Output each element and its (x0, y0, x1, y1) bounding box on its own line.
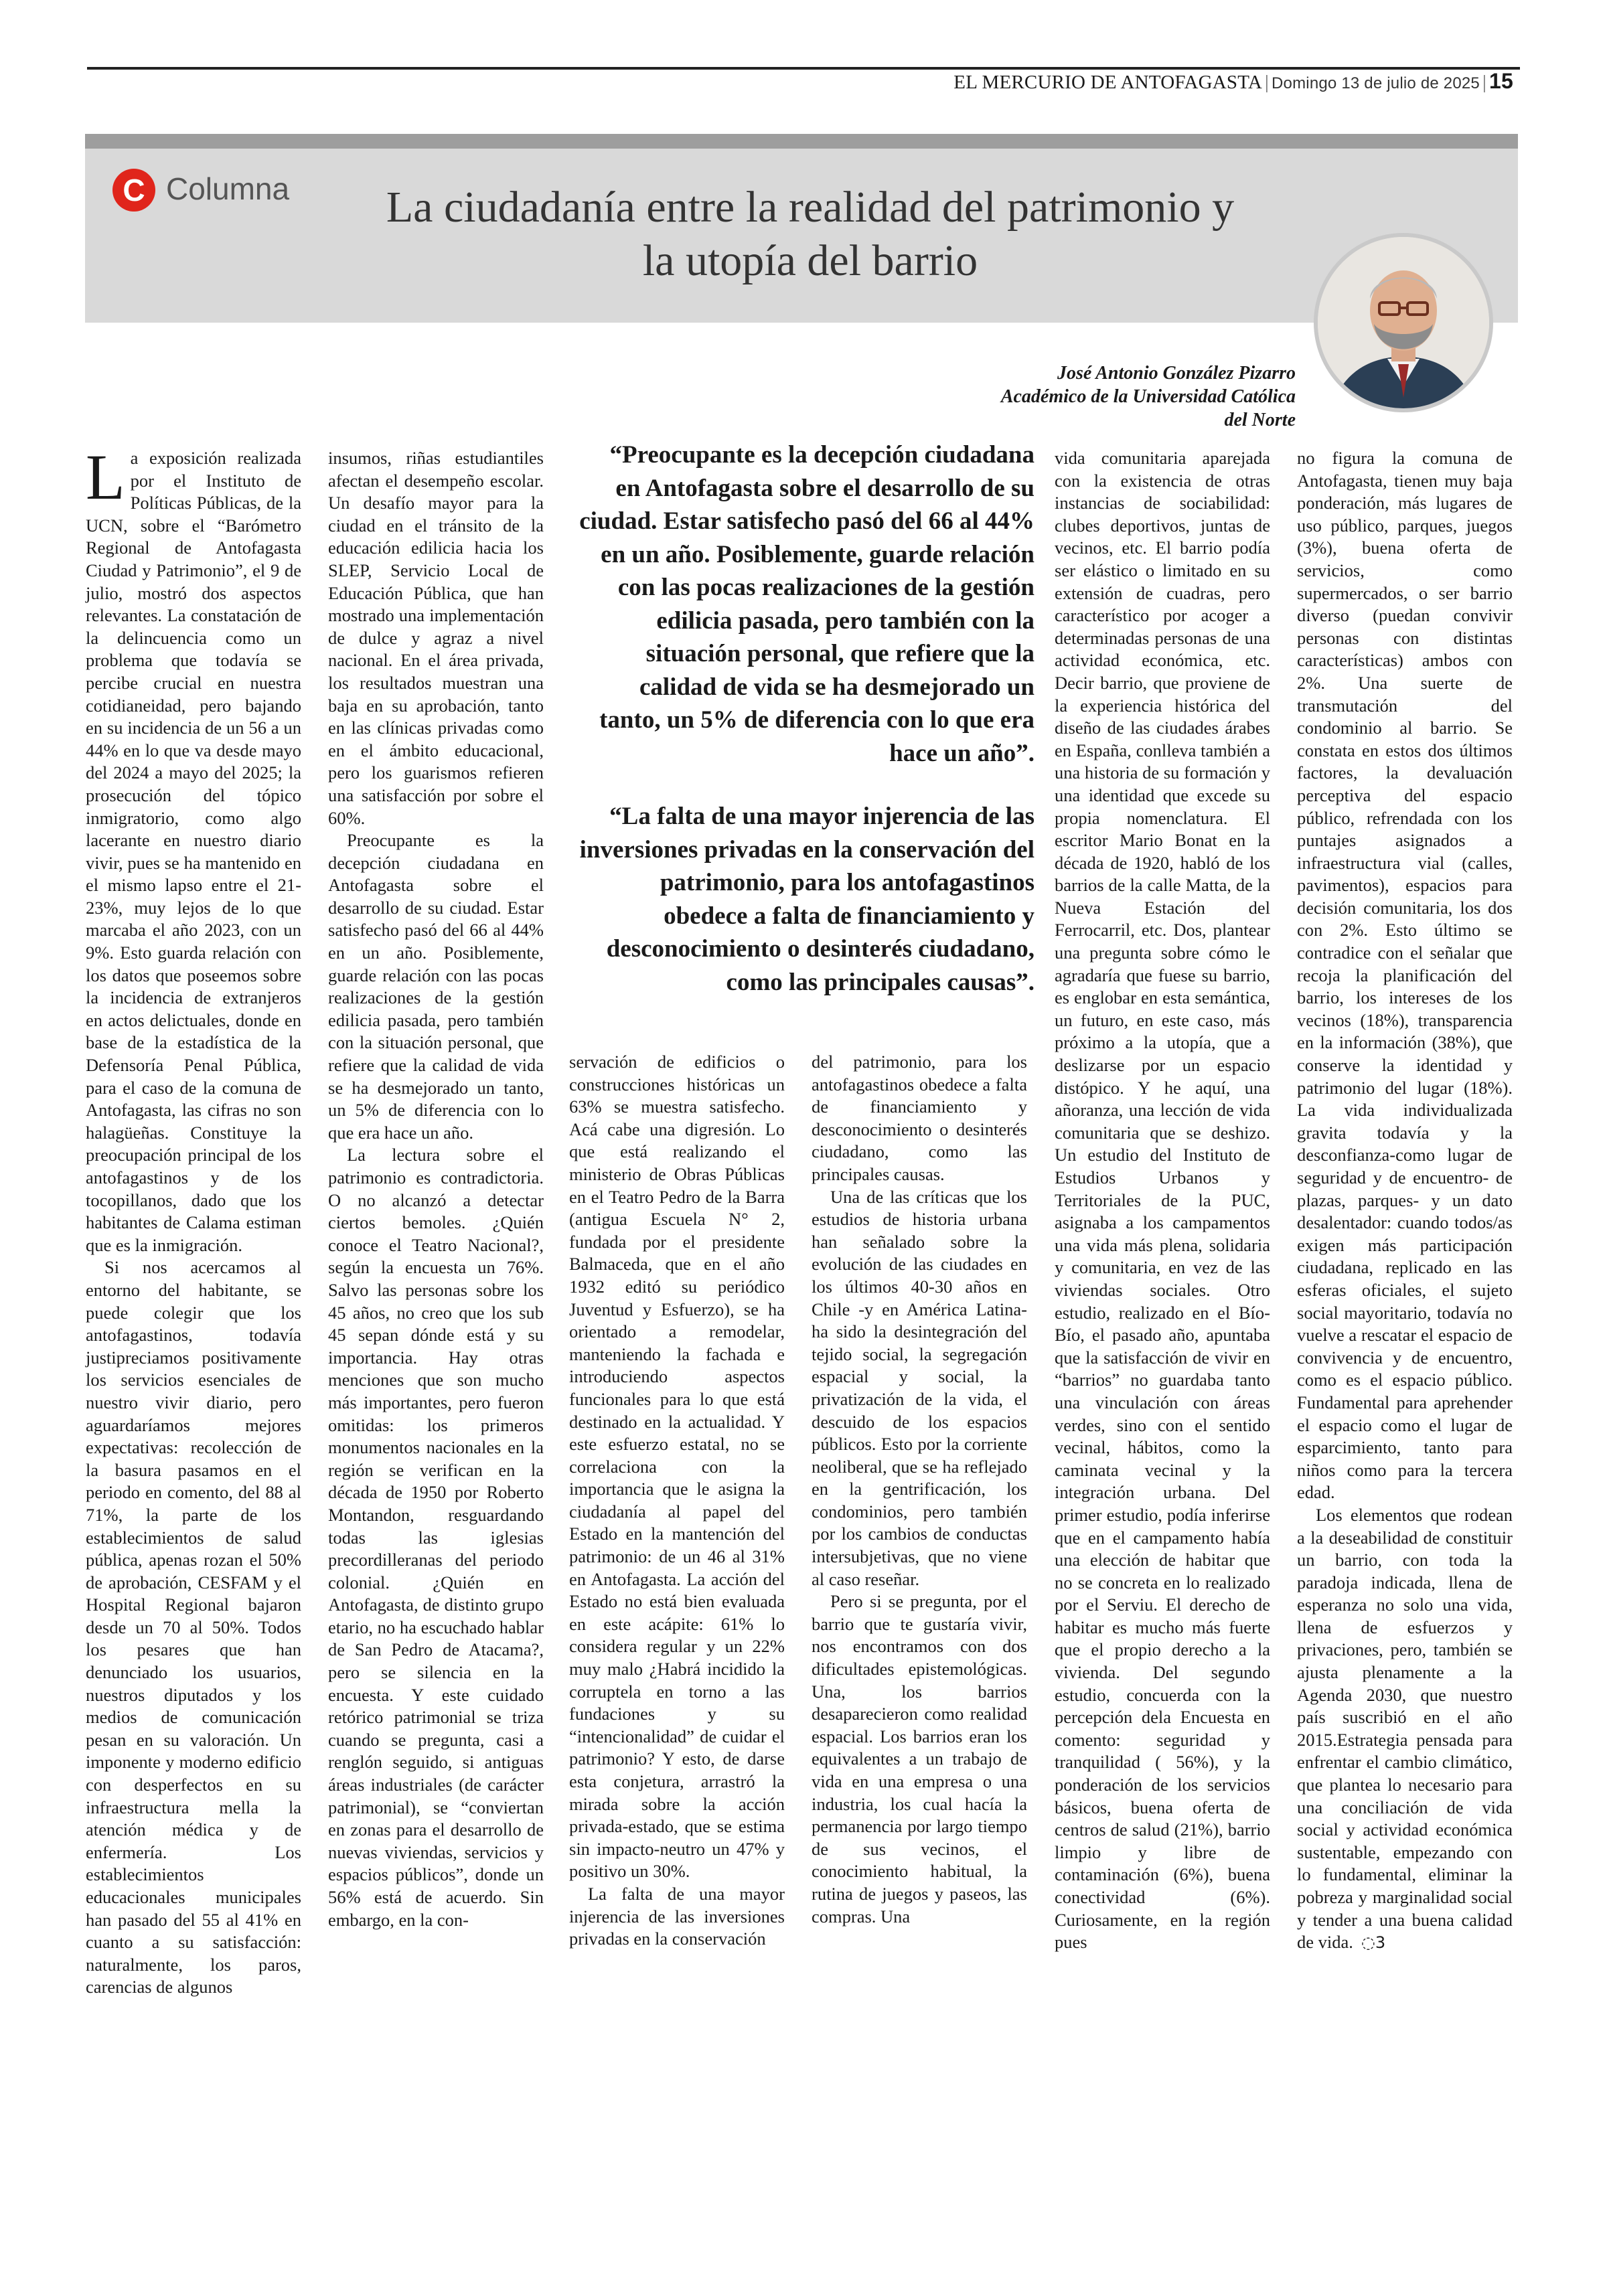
body-column-4 (812, 1051, 1027, 1928)
byline (974, 361, 1296, 432)
paragraph: Si nos acercamos al entorno del habitante, se puede colegir que los antofagastinos, todavía justipreciamos positivamente los servicios esenciales de nuestro vivir diario, pero aguardaríamos mejores expectativas: recolección de la basura pasamos en el periodo en comento, del 88 al 71%, la parte de los establecimientos de salud pública, apenas rozan el 50% de aprobación, CESFAM y el Hospital Regional bajaron desde un 70 al 50%. Todos los pesares que han denunciado los usuarios, nuestros diputados y los medios de comunicación pesan en su valoración. Un imponente y moderno edificio con desperfectos en su infraestructura mella la atención médica y de enfermería. Los establecimientos educacionales municipales han pasado del 55 al 41% en cuanto a su satisfacción: naturalmente, los paros, carencias de algunos (86, 1257, 301, 1997)
section-label: Columna (166, 171, 290, 206)
paragraph: a exposición realizada por el Instituto de Políticas Públicas, de la UCN, sobre el “Barómetro Regional de Antofagasta Ciudad y Patrimonio”, el 9 de julio, mostró dos aspectos relevantes. La constatación de la delincuencia como un problema que todavía se percibe crucial en nuestra cotidianeidad, pero bajando en su incidencia de un 56 a un 44% en lo que va desde mayo del 2024 a mayo del 2025; la prosecución del tópico inmigratorio, como algo lacerante en nuestro diario vivir, pues se ha mantenido en el mismo lapso entre el 21-23%, muy lejos de lo que marcaba el año 2023, con un 9%. Esto guarda relación con los datos que poseemos sobre la incidencia de extranjeros en actos delictuales, donde en base de la estadística de la Defensoría Penal Pública, para el caso de la comuna de Antofagasta, las cifras no son halagüeñas. Constituye la preocupación principal de los antofagastinos y de los tocopillanos, dado que los habitantes de Calama estiman que es la inmigración. (86, 448, 301, 1255)
author-affiliation: Académico de la Universidad Católica del Norte (1000, 386, 1296, 430)
section-badge: C (112, 169, 155, 212)
pull-quote-1: “Preocupante es la decepción ciudadana en Antofagasta sobre el desarrollo de su ciudad. Estar satisfecho pasó del 66 al 44% en un año. Posiblemente, guarde relación con las pocas realizaciones de la gestión edilicia pasada, pero también con la situación personal, que refiere que la calidad de vida se ha desmejorado un tanto, un 5% de diferencia con lo que era hace un año”. (579, 441, 1035, 767)
end-mark-icon: ◌3 (1361, 1933, 1386, 1953)
paragraph: servación de edificios o construcciones históricas un 63% se muestra satisfecho. Acá cabe una digresión. Lo que está realizando el ministerio de Obras Públicas en el Teatro Pedro de la Barra (antigua Escuela N° 2, fundada por el presidente Balmaceda, que en el año 1932 editó su periódico Juventud y Esfuerzo), se ha orientado a remodelar, manteniendo la fachada e introduciendo aspectos funcionales para lo que está destinado en la actualidad. Y este esfuerzo estatal, no se correlaciona con la importancia que le asigna la ciudadanía al papel del Estado en la mantención del patrimonio: de un 46 al 31% en Antofagasta. La acción del Estado no está bien evaluada en este acápite: 61% lo considera regular y un 22% muy malo ¿Habrá incidido la corruptela en torno a las fundaciones y su “intencionalidad” de cuidar el patrimonio? Y esto, de darse esta conjetura, arrastró la mirada sobre la acción privada-estado, que se estima sin impacto-neutro un 47% y positivo un 30%. (569, 1052, 785, 1882)
drop-cap: L (86, 441, 125, 513)
paragraph: insumos, riñas estudiantiles afectan el desempeño escolar. Un desafío mayor para la ciudad en el tránsito de la educación edilicia hacia los SLEP, Servicio Local de Educación Pública, que han mostrado una implementación de dulce y agraz a nivel nacional. En el área privada, los resultados muestran una baja en su aprobación, tanto en las clínicas privadas como en el ámbito educacional, pero los guarismos refieren una satisfacción por sobre el 60%. (328, 448, 544, 828)
paragraph: vida comunitaria aparejada con la existencia de otras instancias de sociabilidad: clubes deportivos, juntas de vecinos, etc. El barrio podía ser elástico o limitado en su extensión de cuadras, pero característico por acoger a determinadas personas de una actividad económica, etc. Decir barrio, que proviene de la experiencia histórica del diseño de las ciudades árabes en España, conlleva también a una historia de su formación y una identidad que excede su propia nomenclatura. El escritor Mario Bonat en la década de 1920, habló de los barrios de la calle Matta, de la Nueva Estación del Ferrocarril, etc. Dos, plantear una pregunta sobre cómo le agradaría que fuese su barrio, es englobar en esta semántica, un futuro, en este caso, más próximo a la utopía, que a deslizarse por un espacio distópico. Y he aquí, una añoranza, una lección de vida comunitaria que se deshizo. Un estudio del Instituto de Estudios Urbanos y Territoriales de la PUC, asignaba a los campamentos una vida más plena, solidaria y comunitaria, en vez de las viviendas sociales. Otro estudio, realizado en el Bío-Bío, el pasado año, apuntaba que la satisfacción de vivir en “barrios” no guardaba tanto una vinculación con áreas verdes, sino con el sentido vecinal, hábitos, como la caminata vecinal y la integración urbana. Del primer estudio, podía inferirse que en el campamento había una elección de habitar que no se concreta en lo realizado por el Serviu. El derecho de habitar es mucho más fuerte que el propio derecho a la vivienda. Del segundo estudio, concuerda con la percepción dela Encuesta en comento: seguridad y tranquilidad ( 56%), y la ponderación de los servicios básicos, buena oferta de centros de salud (21%), barrio limpio y libre de contaminación (6%), buena conectividad (6%). Curiosamente, en la región pues (1055, 448, 1270, 1953)
paragraph: Los elementos que rodean a la deseabilidad de constituir un barrio, con toda la paradoja indicada, llena de esperanza no solo una vida, llena de esfuerzos y privaciones, pero, también se ajusta plenamente a la Agenda 2030, que nuestro país suscribió en el año 2015.Estrategia pensada para enfrentar el cambio climático, que plantea lo necesario para una conciliación de vida social y actividad económica sustentable, empezando con lo fundamental, eliminar la pobreza y marginalidad social y tender a una buena calidad de vida. (1297, 1504, 1513, 1953)
paragraph: Una de las críticas que los estudios de historia urbana han señalado sobre la evolución de las ciudades en los últimos 40-30 años en Chile -y en América Latina- ha sido la desintegración del tejido social, la segregación espacial y social, la privatización de la vida, el descuido de los espacios públicos. Esto por la corriente neoliberal, que se ha reflejado en la gentrificación, los condominios, pero también por los cambios de conductas intersubjetivas, que no viene al caso reseñar. (812, 1186, 1027, 1589)
page-number: 15 (1489, 69, 1513, 93)
issue-date: Domingo 13 de julio de 2025 (1272, 74, 1480, 92)
publication-name: EL MERCURIO DE ANTOFAGASTA (953, 72, 1262, 93)
body-column-3 (569, 1051, 785, 1951)
pull-quote-2: “La falta de una mayor injerencia de las inversiones privadas en la conservación del patrimonio, para los antofagastinos obedece a falta de financiamiento y desconocimiento o desinterés ciudadano, como las principales causas”. (579, 803, 1035, 996)
page-header: EL MERCURIO DE ANTOFAGASTA | Domingo 13 de julio de 2025 | 15 (953, 69, 1513, 93)
paragraph: La lectura sobre el patrimonio es contradictoria. O no alcanzó a detectar ciertos bemoles. ¿Quién conoce el Teatro Nacional?, según la encuesta un 76%. Salvo las personas sobre los 45 años, no creo que los sub 45 sepan dónde está y su importancia. Hay otras menciones que son mucho más importantes, pero fueron omitidas: los primeros monumentos nacionales en la región se verifican en la década de 1950 por Roberto Montandon, resguardando todas las iglesias precordilleranas del periodo colonial. ¿Quién en Antofagasta, de distinto grupo etario, no ha escuchado hablar de San Pedro de Atacama?, pero se silencia en la encuesta. Y este cuidado retórico patrimonial se triza cuando se pregunta, casi a renglón seguido, si antiguas áreas industriales (de carácter patrimonial), se “conviertan en zonas para el desarrollo de nuevas viviendas, servicios y espacios públicos”, donde un 56% está de acuerdo. Sin embargo, en la con- (328, 1145, 544, 1930)
body-column-1 (86, 441, 301, 1999)
body-column-2 (328, 447, 544, 1931)
paragraph: no figura la comuna de Antofagasta, tienen muy baja ponderación, más lugares de uso público, parques, juegos (3%), buena oferta de servicios, como supermercados, o ser barrio diverso (puedan convivir personas con distintas características) ambos con 2%. Una suerte de transmutación del condominio al barrio. Se constata en estos dos últimos factores, la devaluación perceptiva del espacio público, refrendada con los puntajes asignados a infraestructura vial (calles, pavimentos), espacios para decisión comunitaria, los dos con 2%. Esto último se contradice con el señalar que recoja la planificación del barrio, los intereses de los vecinos (18%), transparencia en la información (38%), que conserve la identidad y patrimonio del lugar (18%). La vida individualizada gravita todavía y la desconfianza-como lugar de seguridad y de encuentro- de plazas, parques- y un dato desalentador: cuando todos/as exigen más participación ciudadana, replicado en las esferas oficiales, el sujeto social mayoritario, todavía no vuelve a rescatar el espacio de convivencia y de encuentro, como es el espacio público. Fundamental para aprehender el espacio como el lugar de esparcimiento, tanto para niños como para la tercera edad. (1297, 448, 1513, 1503)
body-column-5 (1055, 447, 1270, 1954)
article-headline: La ciudadanía entre la realidad del patrimonio y la utopía del barrio (386, 183, 1235, 285)
paragraph: Pero si se pregunta, por el barrio que te gustaría vivir, nos encontramos con dos dificultades epistemológicas. Una, los barrios desaparecieron como realidad espacial. Los barrios eran los equivalentes a un trabajo de vida en una empresa o una industria, los cual hacía la permanencia por largo tiempo de sus vecinos, el conocimiento habitual, la rutina de juegos y paseos, las compras. Una (812, 1591, 1027, 1926)
author-photo (1314, 233, 1493, 412)
paragraph: del patrimonio, para los antofagastinos obedece a falta de financiamiento y desconocimiento o desinterés ciudadano, como las principales causas. (812, 1052, 1027, 1184)
author-name: José Antonio González Pizarro (1057, 363, 1296, 384)
body-column-6 (1297, 447, 1513, 1955)
paragraph: La falta de una mayor injerencia de las inversiones privadas en la conservación (569, 1883, 785, 1949)
paragraph: Preocupante es la decepción ciudadana en Antofagasta sobre el desarrollo de su ciudad. Estar satisfecho pasó del 66 al 44% en un año. Posiblemente, guarde relación con las pocas realizaciones de la gestión edilicia pasada, pero también con la situación personal, que refiere que la calidad de vida se ha desmejorado un tanto, un 5% de diferencia con lo que era hace un año. (328, 830, 544, 1143)
